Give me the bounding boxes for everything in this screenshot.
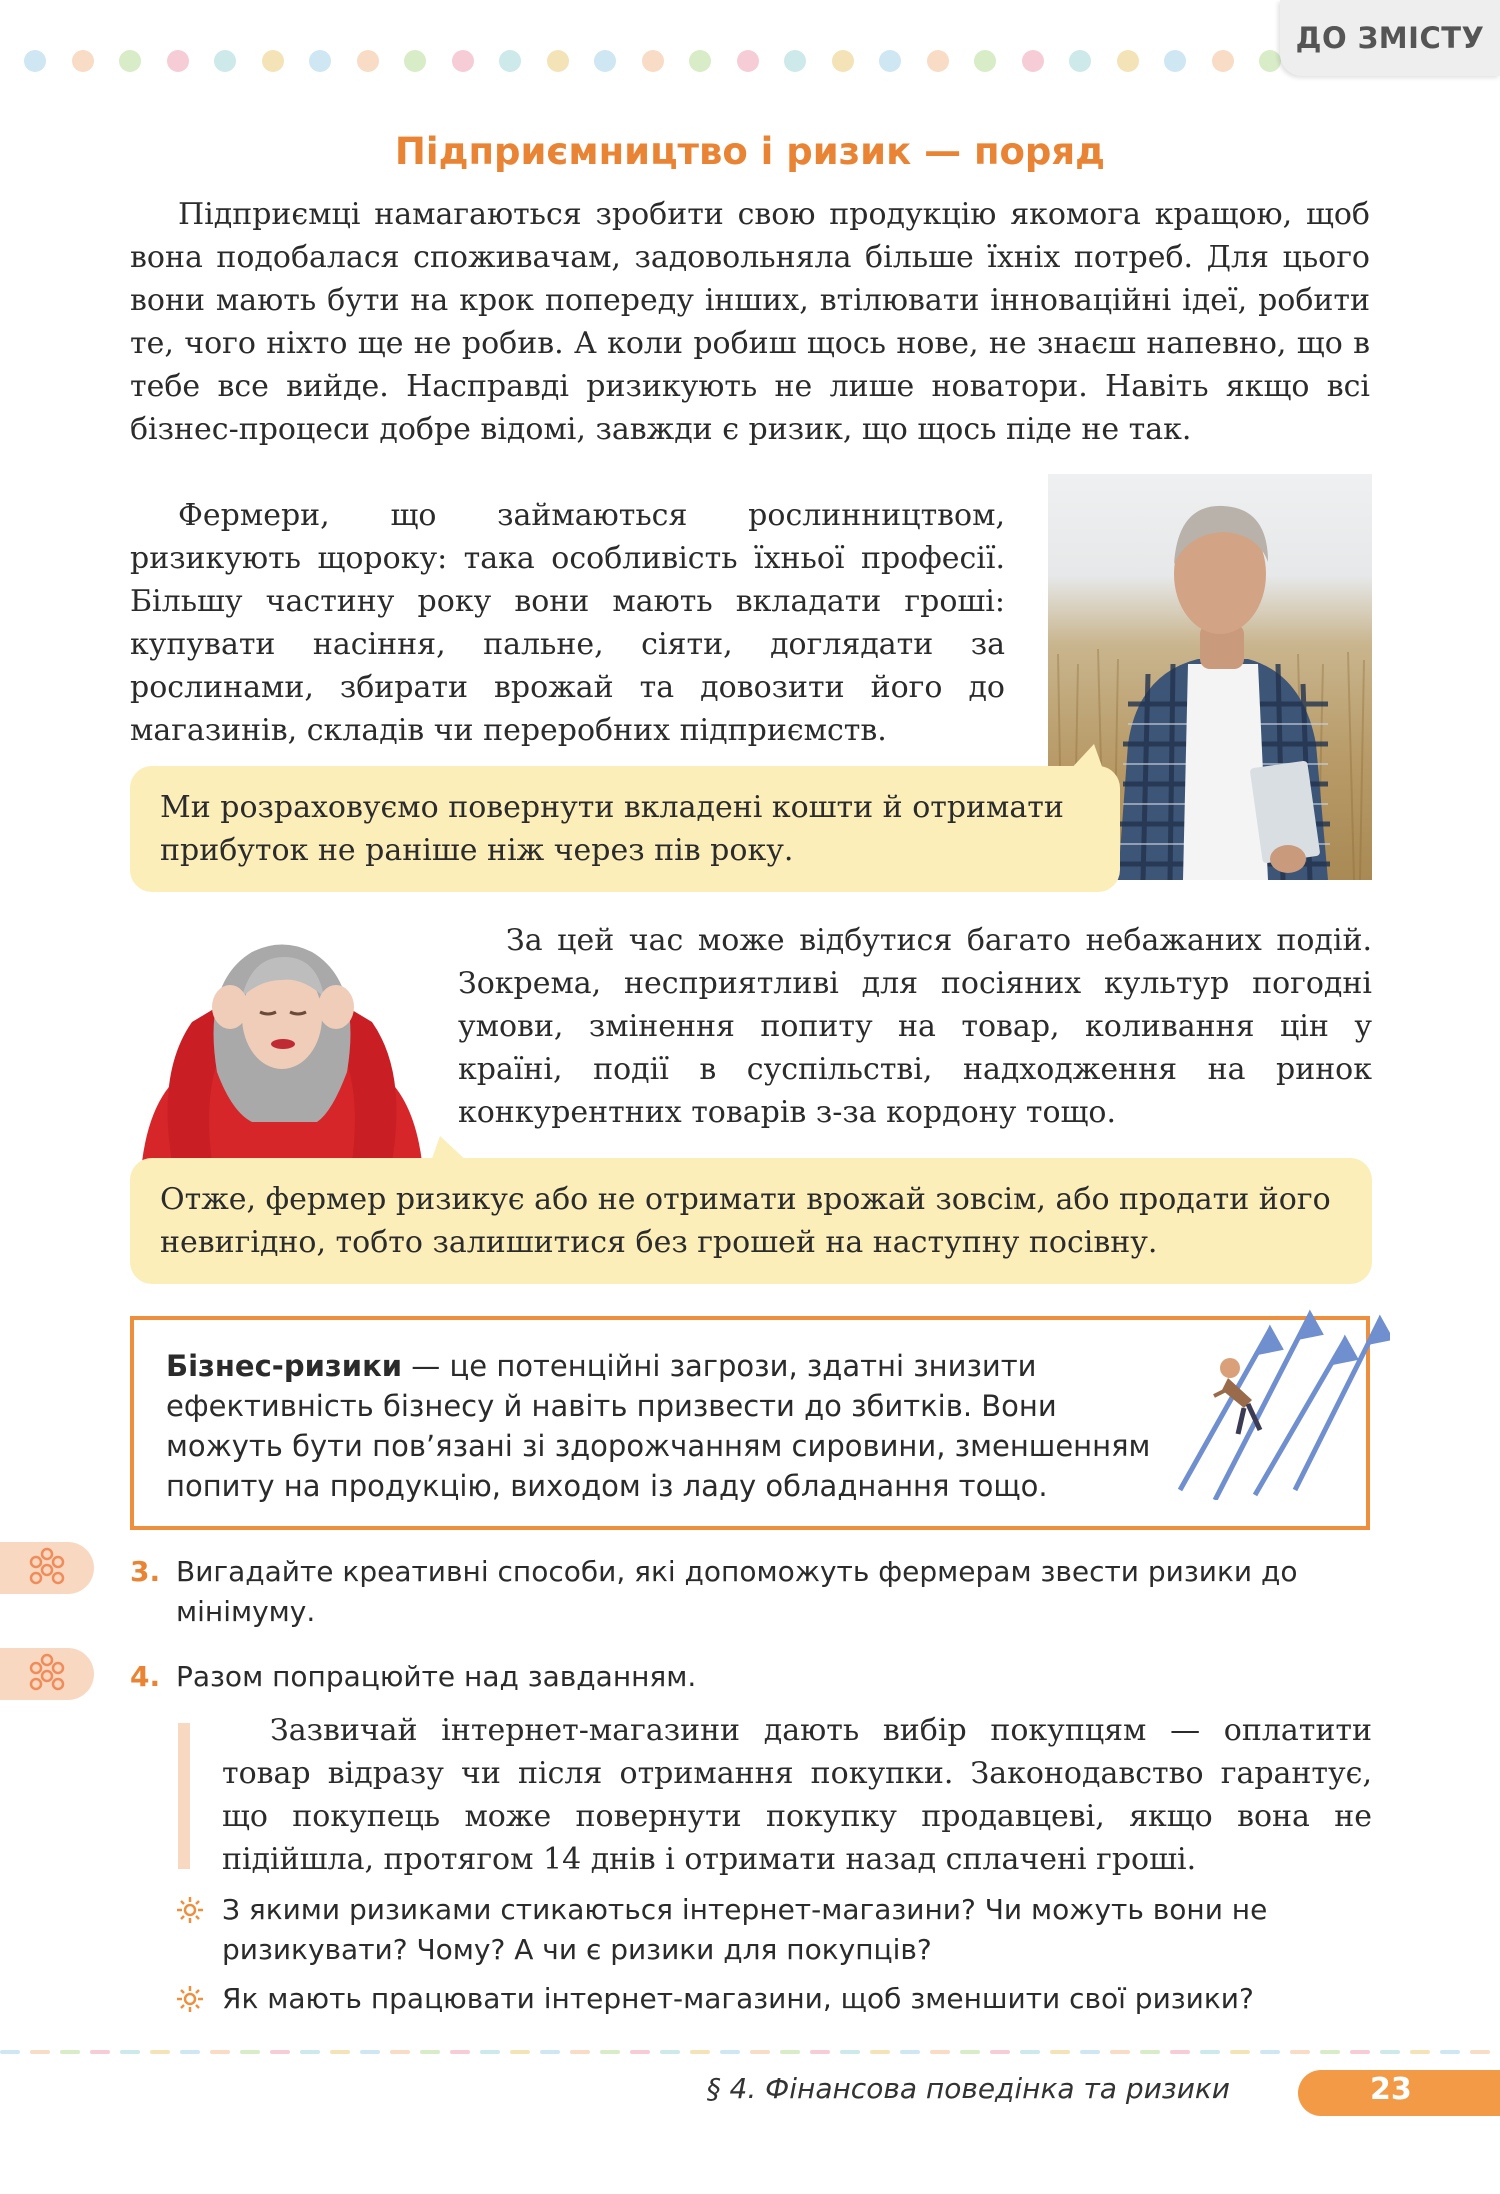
- sun-bullet-icon: [176, 1985, 204, 2013]
- group-work-icon: [0, 1648, 94, 1700]
- footer-dash-segment: [990, 2050, 1010, 2054]
- footer-dash-segment: [1260, 2050, 1280, 2054]
- footer-dash-segment: [690, 2050, 710, 2054]
- footer-dash-segment: [630, 2050, 650, 2054]
- conclusion-bubble: [130, 1158, 1372, 1284]
- footer-dash-segment: [120, 2050, 140, 2054]
- decorative-dot: [214, 50, 236, 72]
- decorative-dot: [309, 50, 331, 72]
- footer-dash-segment: [360, 2050, 380, 2054]
- table-of-contents-link[interactable]: ДО ЗМІСТУ: [1280, 0, 1500, 76]
- footer-divider: [0, 2050, 1500, 2056]
- footer-dash-segment: [480, 2050, 500, 2054]
- footer-dash-segment: [930, 2050, 950, 2054]
- footer-dash-segment: [1440, 2050, 1460, 2054]
- decorative-dot: [1164, 50, 1186, 72]
- decorative-dot: [167, 50, 189, 72]
- footer-dash-segment: [780, 2050, 800, 2054]
- footer-dash-segment: [300, 2050, 320, 2054]
- decorative-dot: [832, 50, 854, 72]
- decorative-dot: [262, 50, 284, 72]
- conclusion-text: Отже, фермер ризикує або не отримати врожай зовсім, або продати його невигідно, тобто залишитися без грошей на наступну посівну.: [160, 1182, 1331, 1260]
- group-work-icon: [0, 1542, 94, 1594]
- definition-text: [166, 1346, 1166, 1506]
- footer-dash-segment: [1050, 2050, 1070, 2054]
- footer-dash-segment: [1110, 2050, 1130, 2054]
- decorative-dot: [357, 50, 379, 72]
- decorative-dot: [1259, 50, 1281, 72]
- footer-dash-segment: [750, 2050, 770, 2054]
- footer-dash-segment: [0, 2050, 20, 2054]
- footer-section-title: § 4. Фінансова поведінка та ризики: [706, 2072, 1230, 2105]
- question-2-text: Як мають працювати інтернет-магазини, щоб зменшити свої ризики?: [222, 1982, 1254, 2015]
- footer-dash-segment: [1470, 2050, 1490, 2054]
- farmer-quote-bubble: [130, 766, 1120, 892]
- footer-dash-segment: [720, 2050, 740, 2054]
- footer-dash-segment: [1140, 2050, 1160, 2054]
- footer-dash-segment: [90, 2050, 110, 2054]
- decorative-dots-row: [24, 50, 1314, 74]
- footer-dash-segment: [270, 2050, 290, 2054]
- footer-dash-segment: [1200, 2050, 1220, 2054]
- task-number: 3.: [130, 1555, 161, 1588]
- footer-dash-segment: [900, 2050, 920, 2054]
- task-3-text: Вигадайте креативні способи, які допоможуть фермерам звести ризики до мінімуму.: [176, 1555, 1298, 1628]
- footer-dash-segment: [390, 2050, 410, 2054]
- decorative-dot: [404, 50, 426, 72]
- footer-dash-segment: [540, 2050, 560, 2054]
- footer-dash-segment: [150, 2050, 170, 2054]
- decorative-dot: [1117, 50, 1139, 72]
- footer-dash-segment: [1320, 2050, 1340, 2054]
- footer-dash-segment: [1020, 2050, 1040, 2054]
- page-number: 23: [1370, 2072, 1412, 2107]
- decorative-dot: [452, 50, 474, 72]
- farmers-paragraph: Фермери, що займаються рослинництвом, ризикують щороку: така особливість їхньої професії. Більшу частину року вони мають вкладати гроші: купувати насіння, пальне, сіяти, доглядати за рослинами, збирати врожай та довозити його до магазинів, складів чи переробних підприємств.: [130, 498, 1005, 748]
- footer-dash-segment: [30, 2050, 50, 2054]
- footer-dash-segment: [240, 2050, 260, 2054]
- events-paragraph: За цей час може відбутися багато небажаних подій. Зокрема, несприятливі для посіяних культур погодні умови, змінення попиту на товар, коливання цін у країні, події в суспільстві, надходження на ринок конкурентних товарів з-за кордону тощо.: [458, 923, 1372, 1130]
- decorative-dot: [594, 50, 616, 72]
- footer-dash-segment: [450, 2050, 470, 2054]
- footer-dash-segment: [180, 2050, 200, 2054]
- decorative-dot: [974, 50, 996, 72]
- worried-woman-photo: [132, 912, 432, 1162]
- footer-dash-segment: [510, 2050, 530, 2054]
- question-1-text: З якими ризиками стикаються інтернет-магазини? Чи можуть вони не ризикувати? Чому? А чи є ризики для покупців?: [222, 1893, 1268, 1966]
- decorative-dot: [642, 50, 664, 72]
- decorative-dot: [879, 50, 901, 72]
- footer-dash-segment: [600, 2050, 620, 2054]
- decorative-dot: [24, 50, 46, 72]
- footer-dash-segment: [1410, 2050, 1430, 2054]
- decorative-dot: [689, 50, 711, 72]
- footer-dash-segment: [870, 2050, 890, 2054]
- rising-arrows-illustration: [1160, 1300, 1390, 1500]
- decorative-dot: [784, 50, 806, 72]
- decorative-dot: [499, 50, 521, 72]
- decorative-dot: [1212, 50, 1234, 72]
- footer-dash-segment: [330, 2050, 350, 2054]
- decorative-dot: [1069, 50, 1091, 72]
- decorative-dot: [547, 50, 569, 72]
- footer-dash-segment: [840, 2050, 860, 2054]
- quote-bar: [178, 1723, 190, 1869]
- footer-dash-segment: [660, 2050, 680, 2054]
- section-heading: Підприємництво і ризик — поряд: [394, 130, 1106, 173]
- footer-dash-segment: [570, 2050, 590, 2054]
- footer-dash-segment: [1080, 2050, 1100, 2054]
- definition-body: — це потенційні загрози, здатні знизити ефективність бізнесу й навіть призвести до збитків. Вони можуть бути пов’язані зі здорожчанням сировини, зменшенням попиту на продукцію, виходом із ладу обладнання тощо.: [166, 1349, 1151, 1503]
- footer-dash-segment: [210, 2050, 230, 2054]
- intro-paragraph: Підприємці намагаються зробити свою продукцію якомога кращою, щоб вона подобалася споживачам, задовольняла більше їхніх потреб. Для цього вони мають бути на крок попереду інших, втілювати інноваційні ідеї, робити те, чого ніхто ще не робив. А коли робиш щось нове, не знаєш напевно, що в тебе все вийде. Насправді ризикують не лише новатори. Навіть якщо всі бізнес-процеси добре відомі, завжди є ризик, що щось піде не так.: [130, 197, 1370, 447]
- decorative-dot: [72, 50, 94, 72]
- footer-dash-segment: [1380, 2050, 1400, 2054]
- task-number: 4.: [130, 1660, 161, 1693]
- definition-term: Бізнес-ризики: [166, 1349, 403, 1383]
- footer-dash-segment: [1230, 2050, 1250, 2054]
- decorative-dot: [119, 50, 141, 72]
- online-store-paragraph: Зазвичай інтернет-магазини дають вибір покупцям — оплатити товар відразу чи після отримання покупки. Законодавство гарантує, що покупець може повернути покупку продавцеві, якщо вона не підійшла, протягом 14 днів і отримати назад сплачені гроші.: [222, 1713, 1372, 1877]
- footer-dash-segment: [1170, 2050, 1190, 2054]
- footer-dash-segment: [420, 2050, 440, 2054]
- footer-dash-segment: [1350, 2050, 1370, 2054]
- footer-dash-segment: [960, 2050, 980, 2054]
- footer-dash-segment: [1290, 2050, 1310, 2054]
- farmer-quote-text: Ми розраховуємо повернути вкладені кошти й отримати прибуток не раніше ніж через пів року.: [160, 790, 1064, 868]
- decorative-dot: [927, 50, 949, 72]
- decorative-dot: [1022, 50, 1044, 72]
- footer-dash-segment: [60, 2050, 80, 2054]
- sun-bullet-icon: [176, 1896, 204, 1924]
- decorative-dot: [737, 50, 759, 72]
- footer-dash-segment: [810, 2050, 830, 2054]
- task-4-text: Разом попрацюйте над завданням.: [176, 1660, 697, 1693]
